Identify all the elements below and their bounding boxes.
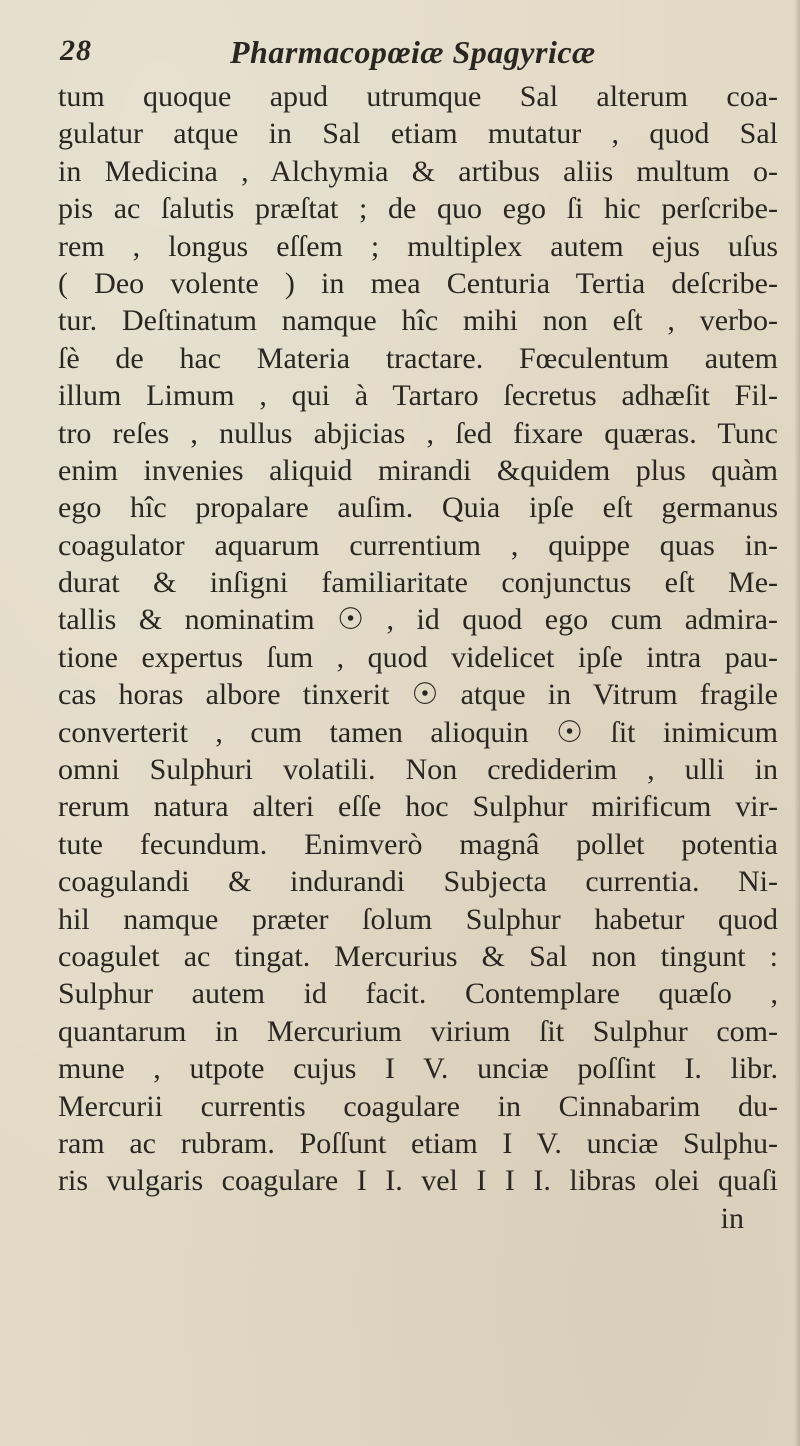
text-line: rem , longus eſſem ; multiplex autem ejus uſus	[58, 229, 778, 263]
text-line: illum Limum , qui à Tartaro ſecretus adhæſit Fil-	[58, 379, 778, 413]
text-line: cas horas albore tinxerit ☉ atque in Vitrum fragile	[58, 678, 778, 712]
page-edge-shadow	[794, 0, 800, 1446]
text-line: gulatur atque in Sal etiam mutatur , quod Sal	[58, 117, 778, 151]
text-line: coagulandi & indurandi Subjecta currentia. Ni-	[58, 865, 778, 899]
running-head	[60, 34, 760, 74]
text-line: tione expertus ſum , quod videlicet ipſe intra pau-	[58, 640, 778, 674]
text-line: tum quoque apud utrumque Sal alterum coa-	[58, 80, 778, 113]
body-text	[58, 78, 778, 1237]
text-line: durat & inſigni familiaritate conjunctus eſt Me-	[58, 566, 778, 600]
text-line: omni Sulphuri volatili. Non crediderim , ulli in	[58, 753, 778, 787]
text-line: ris vulgaris coagulare I I. vel I I I. libras olei quaſi	[58, 1164, 778, 1198]
text-line: tro reſes , nullus abjicias , ſed fixare quæras. Tunc	[58, 416, 778, 450]
running-title: Pharmacopœiæ Spagyricæ	[230, 34, 596, 70]
text-line: Sulphur autem id facit. Contemplare quæſo ,	[58, 977, 778, 1011]
page-number: 28	[60, 34, 92, 67]
text-line: converterit , cum tamen alioquin ☉ ſit inimicum	[58, 715, 778, 749]
text-line: tur. Deſtinatum namque hîc mihi non eſt , verbo-	[58, 304, 778, 338]
text-line: hil namque præter ſolum Sulphur habetur quod	[58, 902, 778, 936]
text-line: coagulator aquarum currentium , quippe quas in-	[58, 528, 778, 562]
text-line: tallis & nominatim ☉ , id quod ego cum admira-	[58, 603, 778, 637]
text-line: tute fecundum. Enimverò magnâ pollet potentia	[58, 827, 778, 861]
text-line: pis ac ſalutis præſtat ; de quo ego ſi hic perſcribe-	[58, 192, 778, 226]
text-line: ſè de hac Materia tractare. Fœculentum autem	[58, 341, 778, 375]
text-line: ego hîc propalare auſim. Quia ipſe eſt germanus	[58, 491, 778, 525]
text-line: ( Deo volente ) in mea Centuria Tertia deſcribe-	[58, 266, 778, 300]
text-line: mune , utpote cujus I V. unciæ poſſint I. libr.	[58, 1052, 778, 1086]
text-line: coagulet ac tingat. Mercurius & Sal non tingunt :	[58, 939, 778, 973]
text-line: quantarum in Mercurium virium ſit Sulphur com-	[58, 1014, 778, 1048]
text-line: in Medicina , Alchymia & artibus aliis multum o-	[58, 154, 778, 188]
text-line: Mercurii currentis coagulare in Cinnabarim du-	[58, 1089, 778, 1123]
text-line: ram ac rubram. Poſſunt etiam I V. unciæ Sulphu-	[58, 1126, 778, 1160]
text-line: enim invenies aliquid mirandi &quidem plus quàm	[58, 453, 778, 487]
text-line: rerum natura alteri eſſe hoc Sulphur mirificum vir-	[58, 790, 778, 824]
catchword: in	[720, 1201, 744, 1235]
